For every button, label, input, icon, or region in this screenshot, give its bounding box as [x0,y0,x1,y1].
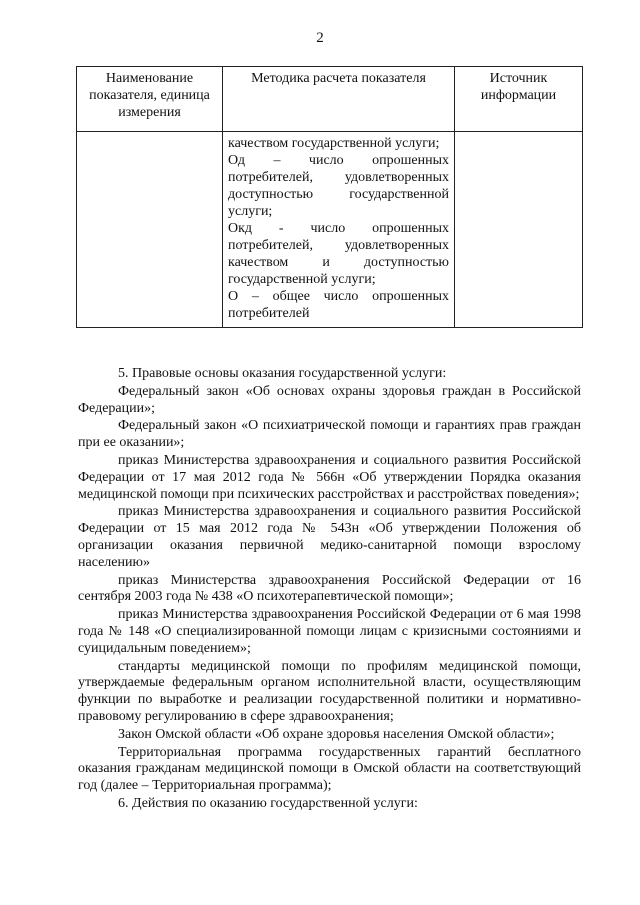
paragraph: Федеральный закон «О психиатрической помощи и гарантиях прав граждан при ее оказании»; [78,418,581,451]
cell-indicator-name [77,132,223,328]
header-information-source: Источник информации [455,67,583,132]
paragraph: Закон Омской области «Об охране здоровья населения Омской области»; [118,726,555,742]
page-number: 2 [316,30,324,46]
document-body [78,366,581,814]
paragraph: приказ Министерства здравоохранения и социального развития Российской Федерации от 15 мая 2012 года № 543н «Об утверждении Положения об организации оказания первичной медико-санитарной помощи взрослому населению» [78,504,581,570]
paragraph: Территориальная программа государственных гарантий бесплатного оказания гражданам медицинской помощи в Омской области на соответствующий год (далее – Территориальная программа); [78,744,581,794]
table-header-row [77,67,583,132]
paragraph: приказ Министерства здравоохранения и социального развития Российской Федерации от 17 мая 2012 года № 566н «Об утверждении Порядка оказания медицинской помощи при психических расстройствах и расстройствах поведения»; [78,452,581,502]
paragraph: Федеральный закон «Об основах охраны здоровья граждан в Российской Федерации»; [78,383,581,416]
method-line: Окд - число опрошенных потребителей, удовлетворенных качеством и доступностью государственной услуги; [228,221,449,287]
method-line: Од – число опрошенных потребителей, удовлетворенных доступностью государственной услуги; [228,153,449,219]
paragraph: приказ Министерства здравоохранения Российской Федерации от 6 мая 1998 года № 148 «О специализированной помощи лицам с кризисными состояниями и суицидальным поведением»; [78,607,581,656]
table-row [77,132,583,328]
cell-information-source [455,132,583,328]
paragraph: приказ Министерства здравоохранения Российской Федерации от 16 сентября 2003 года № 438 «О психотерапевтической помощи»; [78,572,581,605]
header-indicator-name: Наименование показателя, единица измерения [77,67,223,132]
method-line: качеством государственной услуги; [228,136,440,151]
paragraph: стандарты медицинской помощи по профилям медицинской помощи, утверждаемые федеральным органом исполнительной власти, осуществляющим функции по выработке и реализации государственной политики и нормативно-правовому регулированию в сфере здравоохранения; [78,658,581,724]
section-heading-actions: 6. Действия по оказанию государственной услуги: [118,795,418,811]
section-heading-legal-basis: 5. Правовые основы оказания государственной услуги: [118,366,447,381]
cell-calculation-method [223,132,455,328]
method-line: О – общее число опрошенных потребителей [228,289,449,321]
indicator-table [76,66,583,328]
header-calculation-method: Методика расчета показателя [223,67,455,132]
